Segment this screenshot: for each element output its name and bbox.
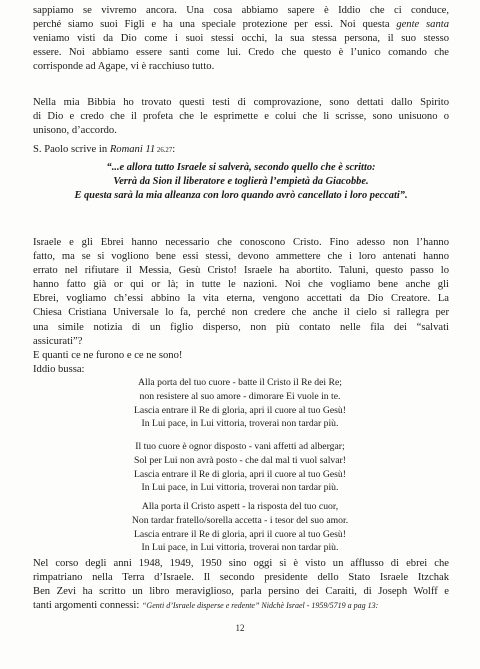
- text-line: errato nel rifiutare il Messia, Gesù Cristo! Israele ha abortito. Taluni, questo passo lo: [33, 265, 449, 277]
- page-number: 12: [235, 623, 245, 633]
- quote-line: E questa sarà la mia alleanza con loro quando avrò cancellato i loro peccati”.: [74, 190, 408, 202]
- paragraph-3: [33, 236, 449, 377]
- text-line: veniamo visti da Dio come i suoi stessi occhi, la sua stessa persona, il suo stesso: [33, 33, 449, 45]
- poem-line: Lascia entrare il Re di gloria, apri il cuore al tuo Gesù!: [134, 528, 346, 540]
- poem-line: Non tardar fratello/sorella accetta - i tesor del suo amor.: [131, 514, 349, 526]
- poem-line: Lascia entrare il Re di gloria, apri il cuore al tuo Gesù!: [134, 404, 346, 416]
- text-line: rimpatriano nella Terra d’Israele. Il secondo presidente dello Stato Israele Itzchak: [33, 572, 449, 584]
- verse-numbers: 26.27: [155, 147, 173, 154]
- text-line: sappiamo se vivremo ancora. Una cosa abbiamo sapere è Iddio che ci conduce,: [33, 5, 449, 16]
- text-line: corrisponde ad Agape, vi è racchiuso tutto.: [33, 61, 215, 73]
- text-line: Nella mia Bibbia ho trovato questi testi di comprovazione, sono dettati dallo Spirito: [33, 97, 449, 108]
- paragraph-2: [33, 96, 449, 138]
- poem-stanza-2: [60, 440, 420, 495]
- text-line: di Dio e credo che il profeta che le esprimette e colui che li scrisse, sono unisuono o: [33, 111, 449, 123]
- scripture-reference: S. Paolo scrive in Romani 11 26.27:: [33, 144, 176, 155]
- scripture-quote: [33, 161, 449, 203]
- text-line: Israele e gli Ebrei hanno necessario che conoscono Cristo. Fino adesso non l’hanno: [33, 237, 449, 248]
- paragraph-4: [33, 557, 449, 613]
- poem-line: Sol per Lui non avrà posto - che dal mal ti vuol salvar!: [134, 454, 346, 466]
- text-line: Chiesa Cristiana Universale lo fa, perché non credere che anche il cielo si rallegra per: [33, 307, 449, 319]
- poem-line: non resistere al suo amore - dimorare Ei vuole in te.: [139, 390, 341, 402]
- italic-phrase: gente santa: [396, 19, 449, 31]
- poem-line: In Lui pace, in Lui vittoria, troverai non tardar più.: [141, 418, 339, 430]
- text-line: E quanti ce ne furono e ce ne sono!: [33, 349, 183, 361]
- text-line: Ben Zevi ha scritto un libro meraviglioso, parla persino dei Caraiti, di Joseph Wolff e: [33, 586, 449, 598]
- text-line: Iddio bussa:: [33, 363, 85, 375]
- quote-line: Verrà da Sion il liberatore e toglierà l’empietà da Giacobbe.: [113, 176, 369, 188]
- poem-line: In Lui pace, in Lui vittoria, troverai non tardar più.: [141, 542, 339, 554]
- text-line: Ebrei, vogliamo ch’essi abbino la vita eterna, vengono accettati da Dio Creatore. La: [33, 293, 449, 305]
- poem-line: Il tuo cuore è ognor disposto - vani affetti ad albergar;: [135, 441, 345, 452]
- poem-stanza-3: [60, 500, 420, 555]
- paragraph-1: [33, 4, 449, 74]
- text-line: hanno fatto già or qui or là; in tutte le nazioni. Noi che vogliamo bene anche gli: [33, 279, 449, 291]
- quote-line: “...e allora tutto Israele si salverà, secondo quello che è scritto:: [106, 162, 376, 173]
- poem-line: Alla porta del tuo cuore - batte il Cristo il Re dei Re;: [138, 377, 342, 388]
- poem-line: In Lui pace, in Lui vittoria, troverai non tardar più.: [141, 482, 339, 494]
- poem-line: Alla porta il Cristo aspett - la risposta del tuo cuor,: [141, 501, 339, 512]
- text-line: unisono, d’accordo.: [33, 125, 117, 137]
- text-line: tanti argomenti connessi: “Genti d’Israele disperse e redente” Nidchè Israel - 1959/5719 a pag 13:: [33, 600, 379, 612]
- source-citation: “Genti d’Israele disperse e redente” Nidchè Israel - 1959/5719 a pag 13:: [141, 601, 379, 611]
- text-line: fatto, ma se si vogliono bene essi stessi, devono ammettere che i loro antenati hanno: [33, 251, 449, 263]
- text-line: Nel corso degli anni 1948, 1949, 1950 sino oggi si è visto un afflusso di ebrei che: [33, 558, 449, 569]
- text-line: una simile notizia di un figlio disperso, non più contato nelle fila dei “salvati: [33, 321, 449, 333]
- text-line: perché siamo suoi Figli e ha una speciale protezione per essi. Noi questa gente santa: [33, 19, 449, 31]
- text-line: assicurati”?: [33, 335, 83, 347]
- poem-stanza-1: [60, 376, 420, 431]
- book-name: Romani 11: [109, 144, 156, 155]
- text-line: essere. Noi abbiamo essere santi come lui. Credo che questo è l’unico comando che: [33, 47, 449, 59]
- poem-line: Lascia entrare il Re di gloria, apri il cuore al tuo Gesù!: [134, 468, 346, 480]
